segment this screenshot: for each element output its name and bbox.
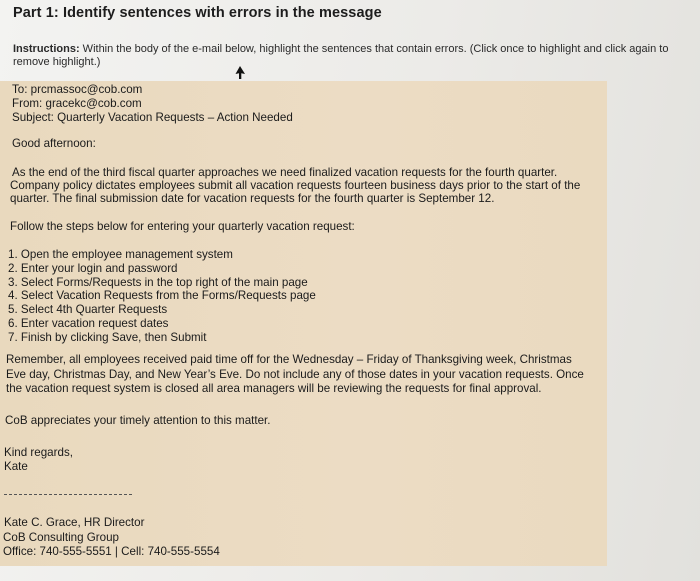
instructions xyxy=(13,43,693,69)
email-to[interactable]: To: prcmassoc@cob.com xyxy=(12,83,143,96)
page-title: Part 1: Identify sentences with errors in the message xyxy=(13,5,382,21)
email-greeting[interactable]: Good afternoon: xyxy=(12,137,96,150)
step-item[interactable]: 4. Select Vacation Requests from the Forms/Requests page xyxy=(8,289,316,302)
email-body xyxy=(0,81,607,566)
step-item[interactable]: 1. Open the employee management system xyxy=(8,248,233,261)
paragraph-2-line-2[interactable]: Eve day, Christmas Day, and New Year’s Eve. Do not include any of those dates in your vacation requests. Once xyxy=(6,368,584,381)
paragraph-1-line-1[interactable]: As the end of the third fiscal quarter approaches we need finalized vacation requests for the fourth quarter. xyxy=(12,166,558,179)
paragraph-2-line-1[interactable]: Remember, all employees received paid time off for the Wednesday – Friday of Thanksgiving week, Christmas xyxy=(6,353,572,366)
step-item[interactable]: 3. Select Forms/Requests in the top right of the main page xyxy=(8,276,308,289)
mouse-pointer-icon xyxy=(235,66,247,80)
email-from[interactable]: From: gracekc@cob.com xyxy=(12,97,142,110)
signature-name[interactable]: Kate C. Grace, HR Director xyxy=(4,516,145,529)
steps-intro[interactable]: Follow the steps below for entering your quarterly vacation request: xyxy=(10,220,355,233)
closing[interactable]: Kind regards, xyxy=(4,446,73,459)
signature-divider xyxy=(4,494,132,495)
instructions-label: Instructions: xyxy=(13,43,80,55)
signature-company[interactable]: CoB Consulting Group xyxy=(3,531,119,544)
instructions-text: Within the body of the e-mail below, highlight the sentences that contain errors. (Click once to highlight and click again to remove highlight.) xyxy=(13,43,669,68)
email-subject[interactable]: Subject: Quarterly Vacation Requests – Action Needed xyxy=(12,111,293,124)
paragraph-1-line-3[interactable]: quarter. The final submission date for vacation requests for the fourth quarter is September 12. xyxy=(10,192,495,205)
paragraph-2-line-3[interactable]: the vacation request system is closed all area managers will be reviewing the requests for final approval. xyxy=(6,382,542,395)
paragraph-1-line-2[interactable]: Company policy dictates employees submit all vacation requests fourteen business days prior to the start of the xyxy=(10,179,581,192)
step-item[interactable]: 7. Finish by clicking Save, then Submit xyxy=(8,331,207,344)
step-item[interactable]: 2. Enter your login and password xyxy=(8,262,178,275)
closing-name[interactable]: Kate xyxy=(4,460,28,473)
signature-phone[interactable]: Office: 740-555-5551 | Cell: 740-555-5554 xyxy=(3,545,220,558)
step-item[interactable]: 5. Select 4th Quarter Requests xyxy=(8,303,168,316)
appreciation-sentence[interactable]: CoB appreciates your timely attention to this matter. xyxy=(5,414,271,427)
step-item[interactable]: 6. Enter vacation request dates xyxy=(8,317,169,330)
